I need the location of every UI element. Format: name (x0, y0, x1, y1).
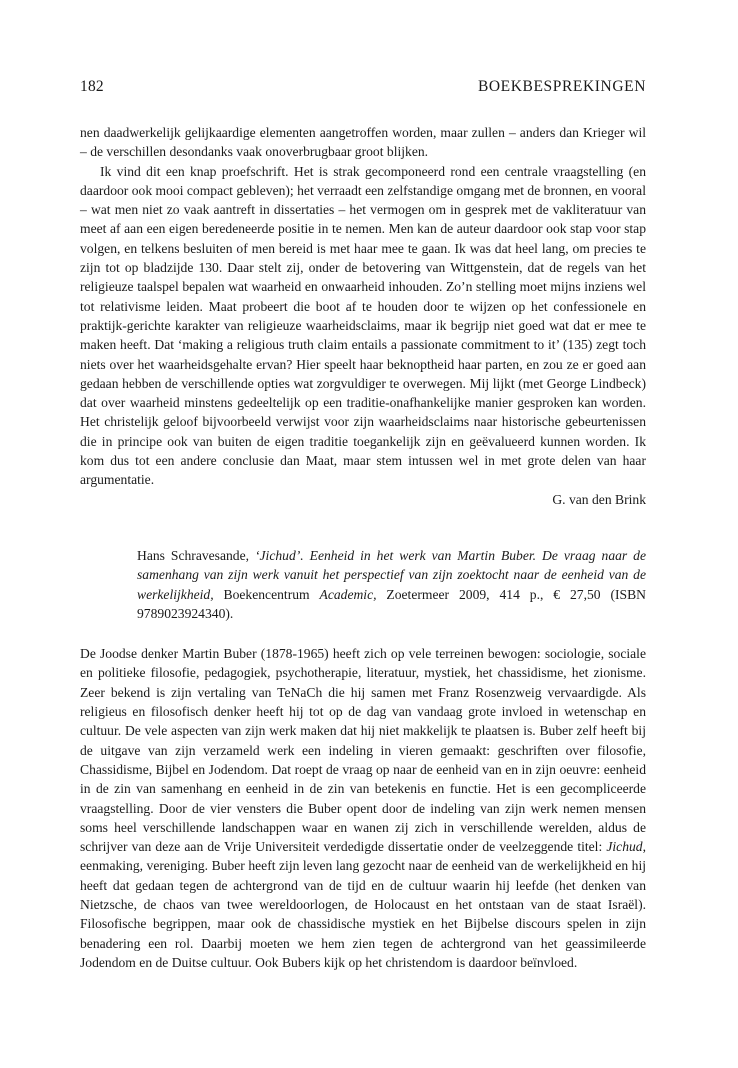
running-header (80, 78, 646, 96)
review1-signature: G. van den Brink (552, 491, 646, 507)
citation-title: ‘Jichud’. Eenheid in het werk van Martin Buber. De vraag naar de samenhang van zijn werk vanuit het perspectief van zijn zoektocht naar de eenheid van de werkelijkheid, (137, 547, 646, 602)
citation-publisher: Boekencentrum (213, 586, 320, 602)
review2-text-part1: De Joodse denker Martin Buber (1878-1965) heeft zich op vele terreinen bewogen: sociologie, sociale en politieke filosofie, pedagogiek, psychotherapie, literatuur, mystiek, het chassidisme, het zionisme. Zeer bekend is zijn vertaling van TeNaCh die hij samen met Franz Rosenzweig vervaardigde. Als religieus en filosofisch denker heeft hij tot op de dag van vandaag grote invloed in wetenschap en cultuur. De vele aspecten van zijn werk maken dat hij niet makkelijk te plaatsen is. Buber zelf heeft bij de uitgave van zijn verzameld werk een indeling in vieren gemaakt: geschriften over filosofie, Chassidisme, Bijbel en Jodendom. Dat roept de vraag op naar de eenheid van en in zijn oeuvre: eenheid in de zin van samenhang en eenheid in de zin van betekenis en functie. Het is een gecompliceerde vraagstelling. Door de vier vensters die Buber opent door de indeling van zijn werk nemen mensen soms heel verschillende landschappen waar en wanen zij zich in verschillende werelden, aldus de schrijver van deze aan de Vrije Universiteit verdedigde dissertatie onder de veelzeggende titel: (80, 646, 646, 855)
review1-paragraph-continued: nen daadwerkelijk gelijkaardige elementen aangetroffen worden, maar zullen – anders dan Krieger wil – de verschillen desondanks vaak onoverbrugbaar groot blijken. (80, 125, 646, 160)
running-title: BOEKBESPREKINGEN (477, 78, 646, 95)
citation-details: Zoetermeer 2009, 414 p., € 27,50 (ISBN 9789023924340). (137, 586, 646, 621)
review2-italic-term: Jichud (606, 839, 643, 855)
review2-text-part2: , eenmaking, vereniging. Buber heeft zijn leven lang gezocht naar de eenheid van de werkelijkheid en hij heeft dat gedaan tegen de achtergrond van de tijd en de cultuur waarin hij leefde (het denken van Nietzsche, de chaos van twee wereldoorlogen, de Holocaust en het ontstaan van de staat Israël). Filosofische begrippen, maar ook de chassidische mystiek en het Bijbelse discours spelen in zijn benadering een rol. Daarbij moeten we hem zien tegen de achtergrond van het geassimileerde Jodendom en de Duitse cultuur. Ook Bubers kijk op het christendom is daardoor beïnvloed. (80, 839, 646, 970)
page (80, 78, 646, 972)
citation-imprint: Academic, (319, 586, 377, 602)
review1-paragraph-main: Ik vind dit een knap proefschrift. Het is strak gecomponeerd rond een centrale vraagstelling (en daardoor ook mooi compact gebleven); het verraadt een zelfstandige omgang met de bronnen, en vooral – wat men niet zo vaak aantreft in dissertaties – het vermogen om in gesprek met de vakliteratuur van meet af aan een eigen beredeneerde positie in te nemen. Men kan de auteur daardoor ook stap voor stap volgen, en telkens besluiten of men bereid is met haar mee te gaan. Ik was dat heel lang, om precies te zijn tot op bladzijde 130. Daar stelt zij, onder de betovering van Wittgenstein, dat de regels van het religieuze taalspel bepalen wat waarheid en onwaarheid inhouden. Zo’n stelling moet mijns inziens wel tot relativisme leiden. Maat probeert die boot af te houden door te wijzen op het confessionele en praktijk-gerichte karakter van religieuze waarheidsclaims, maar ik begrijp niet goed wat dat er mee te maken heeft. Dat ‘making a religious truth claim entails a passionate commitment to it’ (135) zegt toch niets over het waarheidsgehalte ervan? Hier speelt haar beknoptheid haar parten, en zou ze er goed aan gedaan hebben de verschillende opties wat zorgvuldiger te overwegen. Mij lijkt (met George Lindbeck) dat over waarheid minstens gedeeltelijk op een traditie-onafhankelijke manier gesproken kan worden. Het christelijk geloof bijvoorbeeld verwijst voor zijn waarheidsclaims naar historische gebeurtenissen die in principe ook van buiten de eigen traditie toegankelijk zijn en geëvalueerd kunnen worden. Ik kom dus tot een andere conclusie dan Maat, maar stem intussen wel in met grote delen van haar argumentatie. (80, 163, 646, 488)
citation-author: Hans Schravesande, (137, 547, 255, 563)
review2-paragraph (80, 644, 646, 972)
page-number: 182 (80, 78, 104, 95)
book-citation (137, 546, 646, 623)
